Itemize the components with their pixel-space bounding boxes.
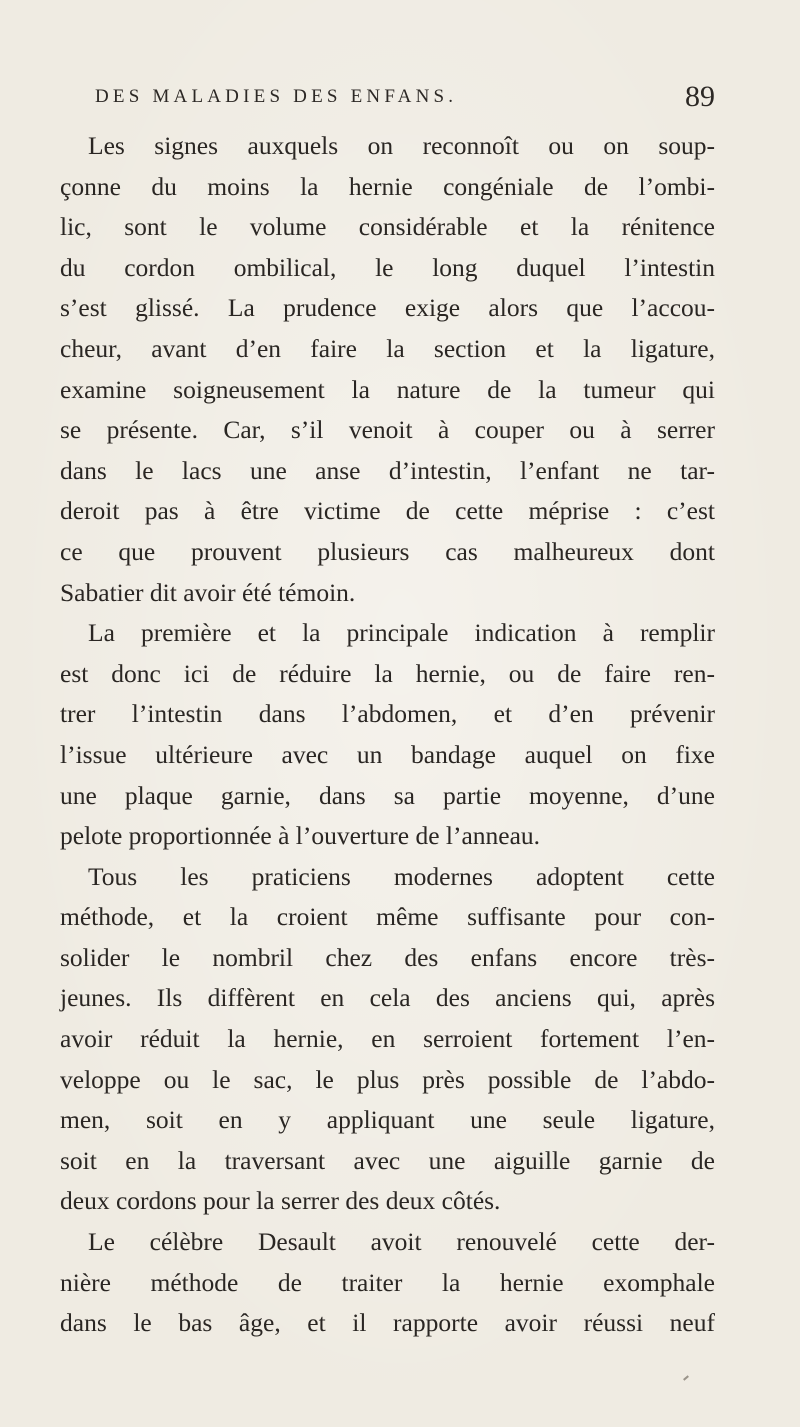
text-line: Tous les praticiens modernes adoptent cette	[88, 861, 715, 891]
text-line: nière méthode de traiter la hernie exomphale	[60, 1267, 715, 1297]
text-line: une plaque garnie, dans sa partie moyenne, d’une	[60, 780, 715, 810]
text-line: deroit pas à être victime de cette méprise : c’est	[60, 496, 715, 526]
text-line: l’issue ultérieure avec un bandage auquel on fixe	[60, 739, 715, 769]
text-line: lic, sont le volume considérable et la rénitence	[60, 212, 715, 242]
page-number: 89	[685, 80, 715, 113]
running-title: DES MALADIES DES ENFANS.	[95, 86, 458, 107]
text-line: examine soigneusement la nature de la tumeur qui	[60, 374, 715, 404]
text-line: solider le nombril chez des enfans encore très-	[60, 942, 715, 972]
text-line: s’est glissé. La prudence exige alors que l’accou-	[60, 293, 715, 323]
text-line: dans le bas âge, et il rapporte avoir réussi neuf	[60, 1308, 715, 1338]
text-line: trer l’intestin dans l’abdomen, et d’en prévenir	[60, 699, 715, 729]
paper-speck	[683, 1375, 689, 1380]
text-line: La première et la principale indication à remplir	[88, 618, 715, 648]
text-line: Les signes auxquels on reconnoît ou on soup-	[88, 131, 715, 160]
text-line: se présente. Car, s’il venoit à couper ou à serrer	[60, 415, 715, 445]
text-line: Le célèbre Desault avoit renouvelé cette der-	[88, 1227, 715, 1257]
text-line: du cordon ombilical, le long duquel l’intestin	[60, 252, 715, 282]
running-head	[95, 80, 715, 120]
text-line: pelote proportionnée à l’ouverture de l’anneau.	[60, 821, 541, 851]
text-line: méthode, et la croient même suffisante pour con-	[60, 902, 715, 932]
text-line: dans le lacs une anse d’intestin, l’enfant ne tar-	[60, 455, 715, 485]
text-line: veloppe ou le sac, le plus près possible de l’abdo-	[60, 1064, 715, 1094]
text-line: Sabatier dit avoir été témoin.	[60, 577, 356, 607]
text-line: deux cordons pour la serrer des deux côtés.	[60, 1186, 501, 1216]
text-line: est donc ici de réduire la hernie, ou de faire ren-	[60, 658, 715, 688]
text-line: soit en la traversant avec une aiguille garnie de	[60, 1145, 715, 1175]
text-line: çonne du moins la hernie congéniale de l’ombi-	[60, 171, 715, 201]
text-line: ce que prouvent plusieurs cas malheureux dont	[60, 536, 715, 566]
text-line: avoir réduit la hernie, en serroient fortement l’en-	[60, 1024, 715, 1054]
text-line: men, soit en y appliquant une seule ligature,	[60, 1105, 715, 1135]
text-line: jeunes. Ils diffèrent en cela des anciens qui, après	[60, 983, 715, 1013]
text-line: cheur, avant d’en faire la section et la ligature,	[60, 333, 715, 363]
body-text	[60, 126, 715, 1344]
